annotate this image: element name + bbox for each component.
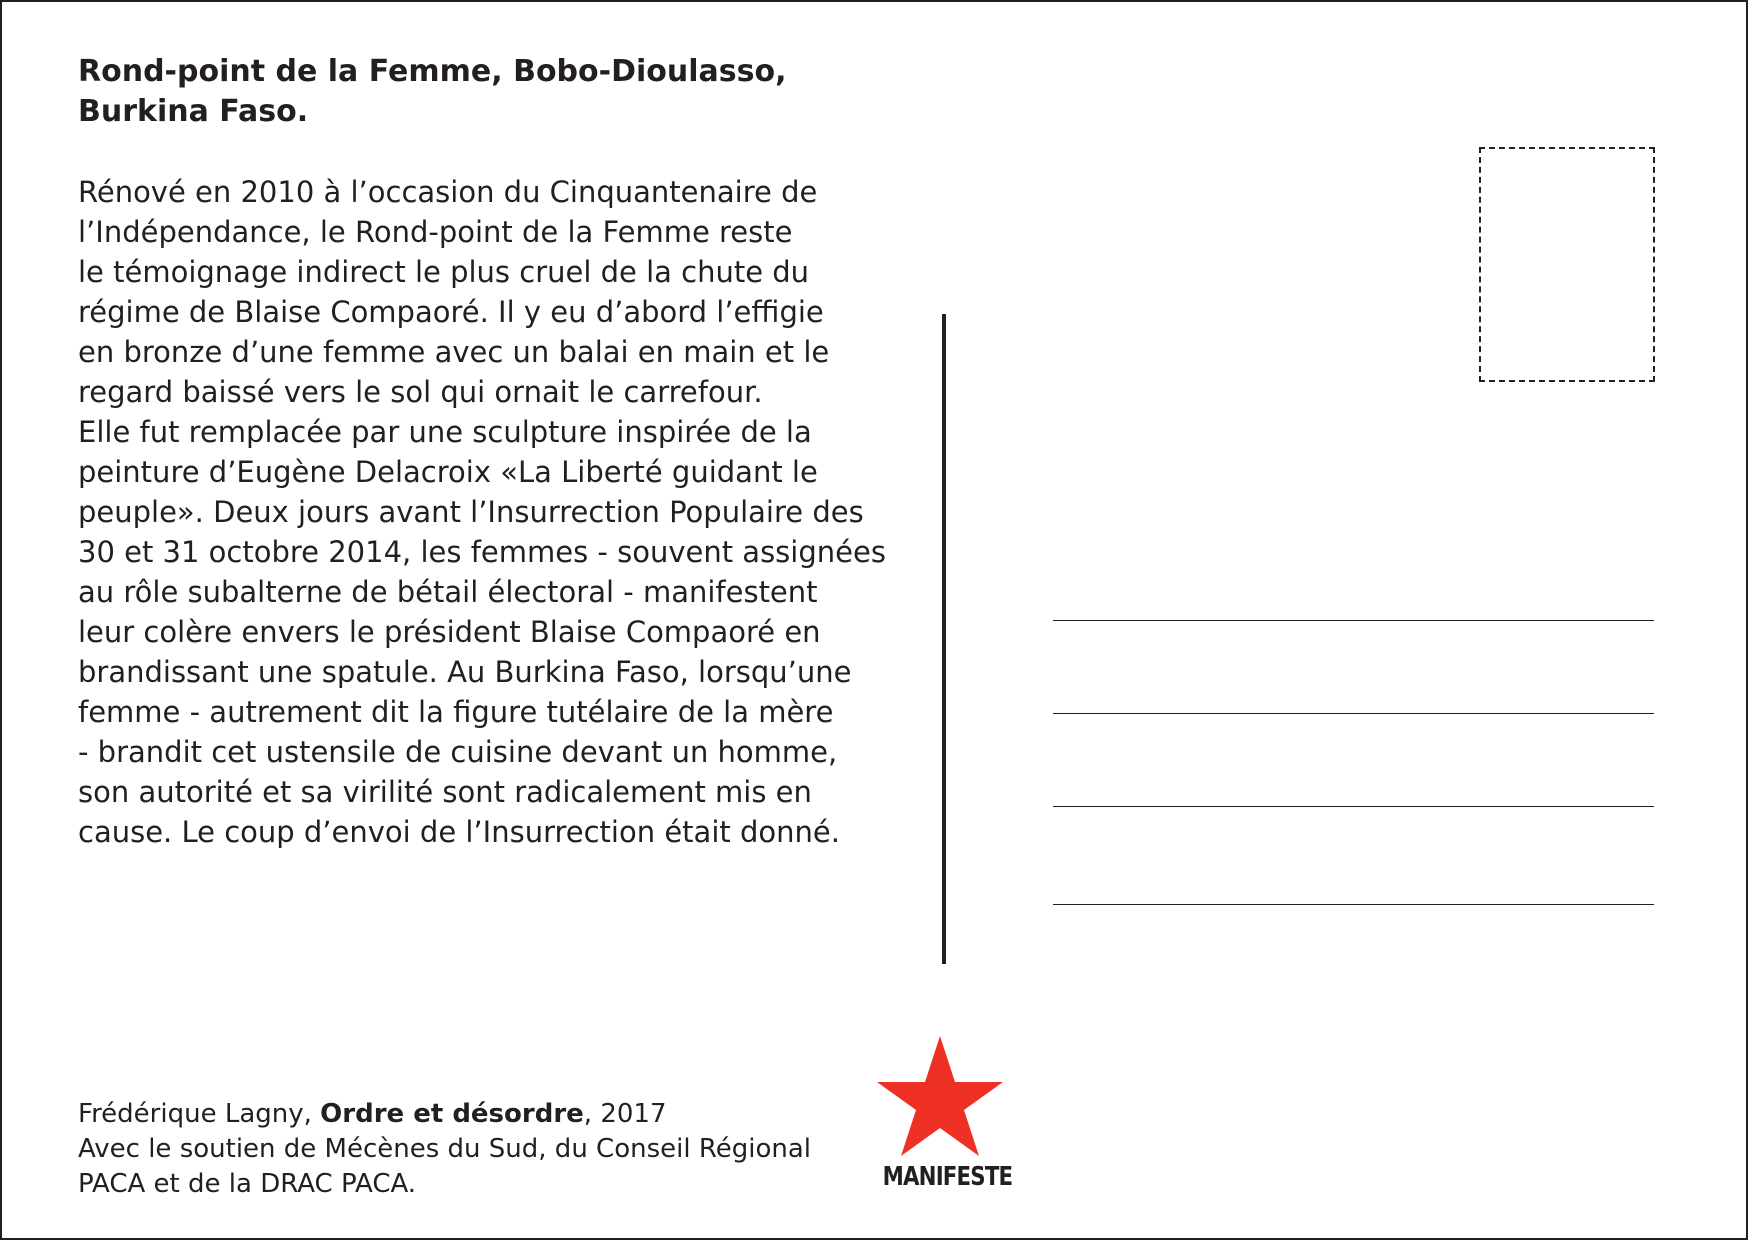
- description-line: peinture d’Eugène Delacroix «La Liberté guidant le: [78, 455, 818, 489]
- red-star-icon: [875, 1032, 1005, 1156]
- description-line: son autorité et sa virilité sont radicalement mis en: [78, 775, 812, 809]
- address-line: [1053, 904, 1654, 905]
- description-line: femme - autrement dit la figure tutélaire de la mère: [78, 695, 834, 729]
- description-line: cause. Le coup d’envoi de l’Insurrection était donné.: [78, 815, 840, 849]
- description-line: Rénové en 2010 à l’occasion du Cinquantenaire de: [78, 175, 818, 209]
- support-line: Avec le soutien de Mécènes du Sud, du Conseil Régional: [78, 1134, 812, 1164]
- stamp-placeholder: [1479, 147, 1655, 382]
- description-line: brandissant une spatule. Au Burkina Faso, lorsqu’une: [78, 655, 852, 689]
- title-line: Rond-point de la Femme, Bobo-Dioulasso,: [78, 54, 787, 89]
- credits: [78, 1097, 858, 1202]
- description-line: au rôle subalterne de bétail électoral - manifestent: [78, 575, 818, 609]
- address-line: [1053, 806, 1654, 807]
- address-line: [1053, 620, 1654, 621]
- logo-text: MANIFESTE: [882, 1162, 1013, 1192]
- description-line: l’Indépendance, le Rond-point de la Femme reste: [78, 215, 793, 249]
- support-line: PACA et de la DRAC PACA.: [78, 1169, 417, 1199]
- address-line: [1053, 713, 1654, 714]
- description-text: [78, 172, 938, 852]
- manifeste-logo: [870, 1032, 1013, 1202]
- description-line: régime de Blaise Compaoré. Il y eu d’abord l’effigie: [78, 295, 824, 329]
- description-line: en bronze d’une femme avec un balai en main et le: [78, 335, 830, 369]
- postcard-title: [78, 52, 838, 132]
- center-divider: [942, 314, 946, 964]
- credit-line: [78, 1097, 858, 1132]
- description-line: - brandit cet ustensile de cuisine devant un homme,: [78, 735, 838, 769]
- description-line: regard baissé vers le sol qui ornait le carrefour.: [78, 375, 763, 409]
- description-line: Elle fut remplacée par une sculpture inspirée de la: [78, 415, 812, 449]
- title-line: Burkina Faso.: [78, 94, 309, 129]
- author-name: Frédérique Lagny,: [78, 1099, 321, 1129]
- description-line: le témoignage indirect le plus cruel de la chute du: [78, 255, 810, 289]
- description-line: 30 et 31 octobre 2014, les femmes - souvent assignées: [78, 535, 886, 569]
- work-year: , 2017: [583, 1099, 667, 1129]
- work-title: Ordre et désordre: [320, 1099, 584, 1129]
- description-line: leur colère envers le président Blaise Compaoré en: [78, 615, 821, 649]
- description-line: peuple». Deux jours avant l’Insurrection Populaire des: [78, 495, 864, 529]
